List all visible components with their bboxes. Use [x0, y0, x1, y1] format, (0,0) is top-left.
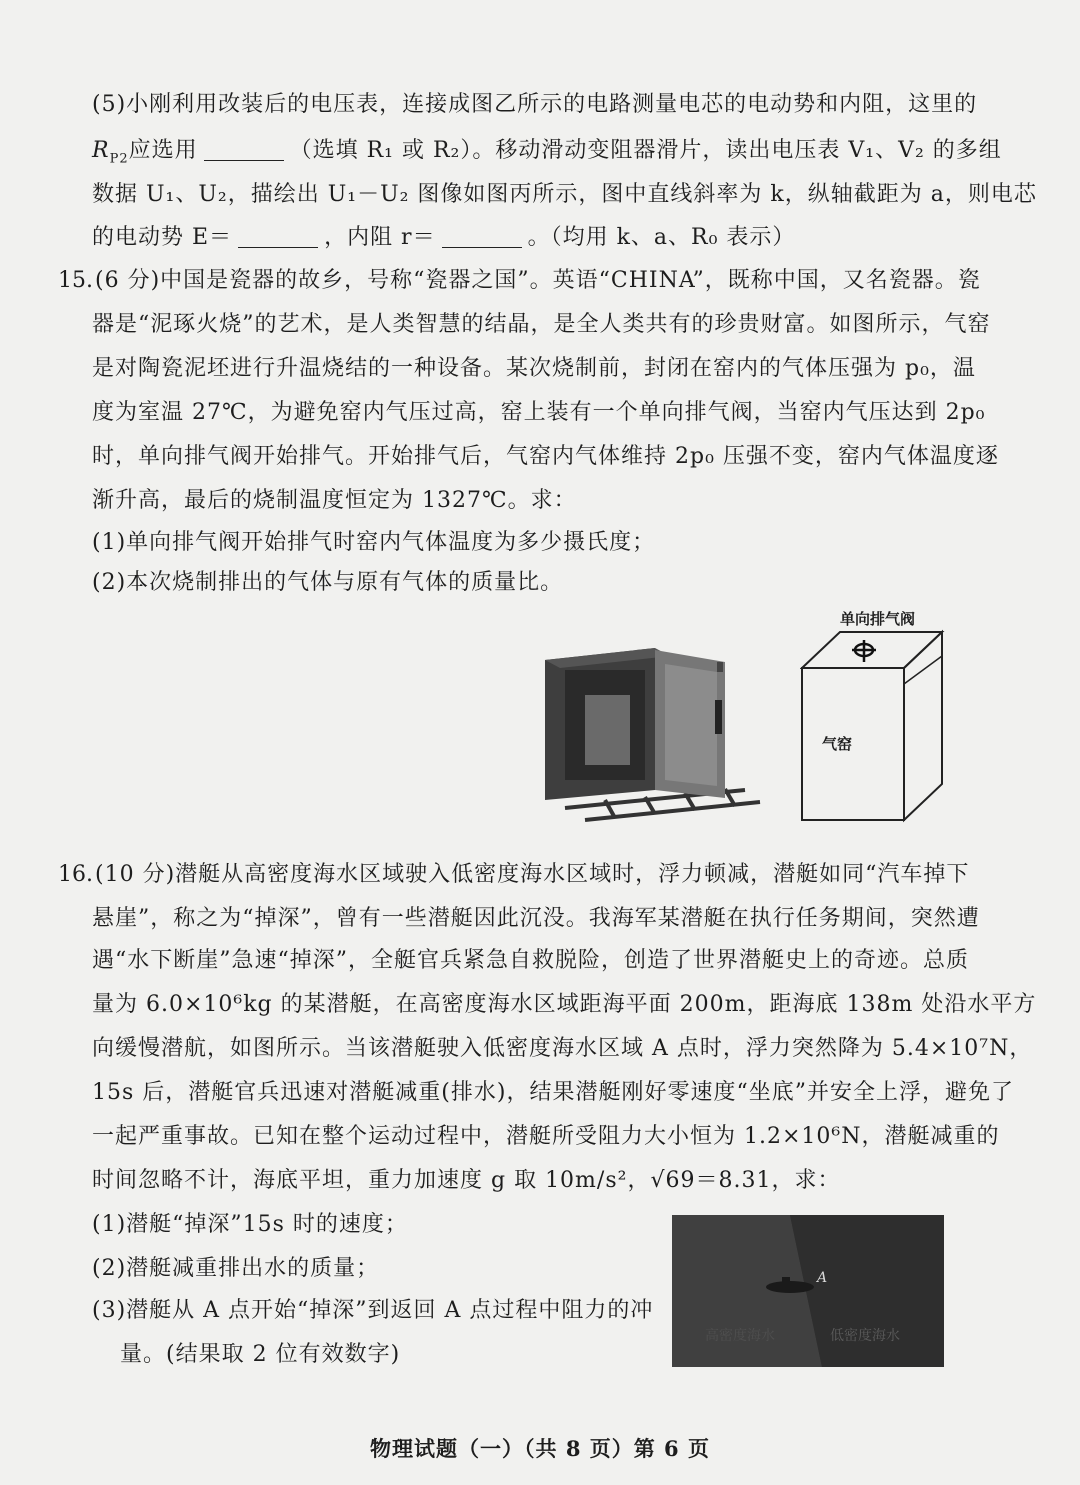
q14-line-3: 数据 U₁、U₂，描绘出 U₁－U₂ 图像如图丙所示，图中直线斜率为 k，纵轴截距为 a，则电芯 — [92, 182, 1037, 207]
q16-sub-1: (1)潜艇“掉深”15s 时的速度； — [92, 1212, 408, 1237]
page-footer: 物理试题（一）（共 8 页）第 6 页 — [370, 1436, 710, 1461]
q16-line-7: 一起严重事故。已知在整个运动过程中，潜艇所受阻力大小恒为 1.2×10⁶N，潜艇减重的 — [92, 1124, 1000, 1149]
q15-sub-2: (2)本次烧制排出的气体与原有气体的质量比。 — [92, 570, 564, 595]
low-density-label: 低密度海水 — [830, 1328, 900, 1344]
q16-sub-2: (2)潜艇减重排出水的质量； — [92, 1256, 380, 1281]
valve-label: 单向排气阀 — [840, 610, 916, 628]
point-a-label: A — [817, 1270, 828, 1286]
q16-line-2: 悬崖”，称之为“掉深”，曾有一些潜艇因此沉没。我海军某潜艇在执行任务期间，突然遭 — [92, 906, 980, 931]
q15-line-1: (6 分)中国是瓷器的故乡，号称“瓷器之国”。英语“CHINA”，既称中国，又名瓷器。瓷 — [95, 268, 981, 293]
q14-line-4 — [92, 223, 972, 253]
q16-line-4: 量为 6.0×10⁶kg 的某潜艇，在高密度海水区域距海平面 200m，距海底 138m 处沿水平方 — [92, 992, 1037, 1017]
q14-line-2 — [92, 136, 1002, 174]
answer-blank-rp2[interactable] — [204, 138, 284, 161]
q14-line4-c: 。（均用 k、a、R₀ 表示） — [527, 225, 796, 250]
q15-line-2: 器是“泥琢火烧”的艺术，是人类智慧的结晶，是全人类共有的珍贵财富。如图所示，气窑 — [92, 312, 991, 337]
var-r-sub: P2 — [109, 151, 129, 167]
kiln-photo — [545, 640, 767, 822]
q16-number: 16. — [58, 862, 93, 887]
q14-line4-a: 的电动势 E＝ — [92, 225, 233, 250]
q16-line-3: 遇“水下断崖”急速“掉深”，全艇官兵紧急自救脱险，创造了世界潜艇史上的奇迹。总质 — [92, 948, 969, 973]
q16-line-1: (10 分)潜艇从高密度海水区域驶入低密度海水区域时，浮力顿减，潜艇如同“汽车掉下 — [95, 862, 970, 887]
q15-line-5: 时，单向排气阀开始排气。开始排气后，气窑内气体维持 2p₀ 压强不变，窑内气体温度逐 — [92, 444, 999, 469]
q16-sub-3b: 量。(结果取 2 位有效数字) — [120, 1342, 401, 1367]
q16-line-6: 15s 后，潜艇官兵迅速对潜艇减重(排水)，结果潜艇刚好零速度“坐底”并安全上浮，避免了 — [92, 1080, 1014, 1105]
var-r: R — [92, 138, 110, 163]
valve-icon — [852, 640, 876, 662]
q14-line4-b: ，内阻 r＝ — [324, 225, 436, 250]
q15-sub-1: (1)单向排气阀开始排气时窑内气体温度为多少摄氏度； — [92, 530, 656, 555]
q16-sub-3a: (3)潜艇从 A 点开始“掉深”到返回 A 点过程中阻力的冲 — [92, 1298, 654, 1323]
q15-number: 15. — [58, 268, 93, 293]
q14-line2-post: （选填 R₁ 或 R₂）。移动滑动变阻器滑片，读出电压表 V₁、V₂ 的多组 — [289, 138, 1002, 163]
answer-blank-resistance[interactable] — [442, 225, 522, 248]
gas-kiln-diagram — [800, 628, 946, 824]
q16-line-5: 向缓慢潜航，如图所示。当该潜艇驶入低密度海水区域 A 点时，浮力突然降为 5.4×10⁷N， — [92, 1036, 1033, 1061]
answer-blank-emf[interactable] — [238, 225, 318, 248]
high-density-label: 高密度海水 — [705, 1328, 775, 1344]
q14-line-1: (5)小刚利用改装后的电压表，连接成图乙所示的电路测量电芯的电动势和内阻，这里的 — [92, 92, 978, 117]
q15-line-6: 渐升高，最后的烧制温度恒定为 1327℃。求： — [92, 488, 577, 513]
q15-line-3: 是对陶瓷泥坯进行升温烧结的一种设备。某次烧制前，封闭在窑内的气体压强为 p₀，温 — [92, 356, 976, 381]
q16-line-8: 时间忽略不计，海底平坦，重力加速度 g 取 10m/s²，√69＝8.31，求： — [92, 1168, 841, 1193]
q14-line2-mid: 应选用 — [128, 138, 198, 163]
q15-line-4: 度为室温 27℃，为避免窑内气压过高，窑上装有一个单向排气阀，当窑内气压达到 2p₀ — [92, 400, 986, 425]
kiln-label: 气窑 — [822, 735, 853, 753]
